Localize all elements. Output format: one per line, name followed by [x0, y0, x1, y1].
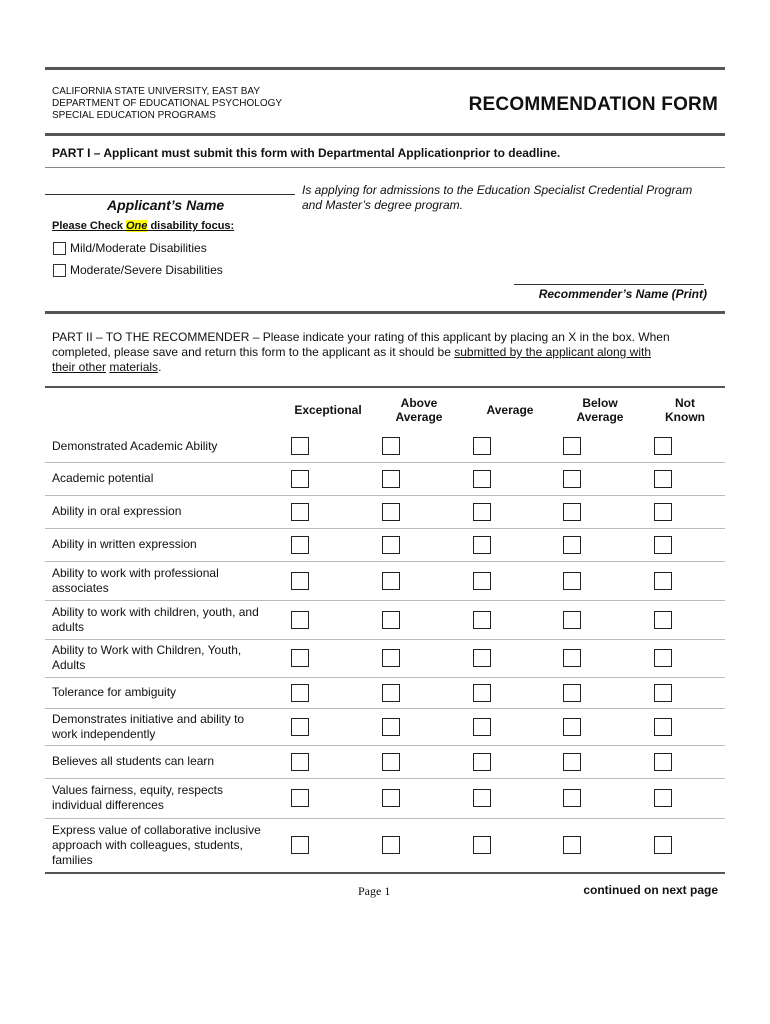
applying-text: [302, 183, 692, 213]
top-rule: [45, 67, 725, 70]
rating-checkbox[interactable]: [563, 789, 581, 807]
rating-checkbox[interactable]: [382, 753, 400, 771]
rating-row-label-line: individual differences: [52, 798, 164, 812]
rating-row-label-line: Ability in written expression: [52, 537, 197, 551]
column-header-line: Average: [395, 410, 443, 424]
rating-checkbox[interactable]: [473, 684, 491, 702]
mild-moderate-checkbox[interactable]: [53, 242, 66, 255]
header-rule: [45, 133, 725, 136]
rating-checkbox[interactable]: [563, 684, 581, 702]
part1-end-rule: [45, 311, 725, 314]
column-header-line: Known: [665, 410, 705, 424]
part2-line-1: PART II – TO THE RECOMMENDER – Please indicate your rating of this applicant by placing an X in the box. When: [52, 330, 670, 344]
rating-row-label: [52, 643, 282, 673]
rating-row-label: [52, 439, 282, 454]
rating-checkbox[interactable]: [291, 437, 309, 455]
rating-checkbox[interactable]: [563, 536, 581, 554]
rating-checkbox[interactable]: [473, 649, 491, 667]
part1-rule: [45, 167, 725, 168]
rating-row-label: [52, 823, 282, 868]
part2-line-3c: materials: [109, 360, 159, 374]
row-divider: [45, 600, 725, 601]
rating-row-label-line: Academic potential: [52, 471, 154, 485]
option-moderate-severe[interactable]: [53, 263, 223, 277]
rating-checkbox[interactable]: [291, 789, 309, 807]
rating-row-label-line: Tolerance for ambiguity: [52, 685, 177, 699]
rating-checkbox[interactable]: [382, 572, 400, 590]
row-divider: [45, 677, 725, 678]
rating-row-label-line: Ability to work with professional: [52, 565, 219, 580]
table-bottom-rule: [45, 872, 725, 874]
page-number: Page 1: [358, 884, 391, 898]
rating-row-label-line: Express value of collaborative inclusive: [52, 822, 261, 837]
column-header-line: Not: [675, 396, 695, 410]
row-divider: [45, 639, 725, 640]
rating-row-label: [52, 566, 282, 596]
rating-row-label-line: Believes all students can learn: [52, 754, 215, 768]
column-header-line: Above: [400, 396, 438, 410]
row-divider: [45, 561, 725, 562]
rating-checkbox[interactable]: [563, 718, 581, 736]
rating-checkbox[interactable]: [654, 611, 672, 629]
recommender-name-label: Recommender’s Name (Print): [538, 287, 707, 301]
column-header: [283, 403, 373, 417]
rating-checkbox[interactable]: [563, 470, 581, 488]
continued-note: continued on next page: [583, 883, 718, 897]
rating-checkbox[interactable]: [654, 789, 672, 807]
rating-checkbox[interactable]: [291, 718, 309, 736]
rating-checkbox[interactable]: [291, 536, 309, 554]
part2-line-2b: submitted by the applicant along with: [454, 345, 652, 359]
rating-checkbox[interactable]: [473, 789, 491, 807]
applying-text-line-2: and Master’s degree program.: [302, 198, 463, 212]
rating-checkbox[interactable]: [291, 684, 309, 702]
rating-row-label-line: Adults: [52, 658, 86, 672]
moderate-severe-label: Moderate/Severe Disabilities: [70, 263, 223, 277]
disability-focus-label: [52, 220, 234, 232]
rating-row-label: [52, 783, 282, 813]
rating-checkbox[interactable]: [382, 470, 400, 488]
rating-checkbox[interactable]: [291, 836, 309, 854]
row-divider: [45, 818, 725, 819]
column-header: [465, 403, 555, 417]
rating-row-label-line: Demonstrated Academic Ability: [52, 438, 218, 453]
part2-line-2a: completed, please save and return this form to the applicant as it should be: [52, 345, 455, 359]
part2-instructions: [52, 330, 722, 375]
rating-row-label: [52, 605, 282, 635]
rating-checkbox[interactable]: [382, 437, 400, 455]
check-prefix: Please Check: [52, 220, 126, 232]
rating-checkbox[interactable]: [382, 836, 400, 854]
institution-block: [52, 86, 282, 122]
rating-checkbox[interactable]: [382, 503, 400, 521]
rating-row-label: [52, 685, 282, 700]
rating-checkbox[interactable]: [563, 836, 581, 854]
rating-checkbox[interactable]: [382, 718, 400, 736]
department-line: DEPARTMENT OF EDUCATIONAL PSYCHOLOGY: [52, 98, 283, 109]
part2-line-3: [52, 360, 722, 375]
rating-checkbox[interactable]: [473, 572, 491, 590]
rating-row-label-line: families: [52, 852, 93, 867]
part2-line-3d: .: [158, 360, 162, 374]
column-header-line: Below: [582, 396, 618, 410]
rating-checkbox[interactable]: [563, 572, 581, 590]
rating-checkbox[interactable]: [291, 503, 309, 521]
rating-row-label-line: Ability to Work with Children, Youth,: [52, 643, 242, 657]
rating-checkbox[interactable]: [473, 611, 491, 629]
part2-line-2: [52, 345, 722, 360]
applicant-name-field[interactable]: [45, 194, 295, 195]
row-divider: [45, 745, 725, 746]
rating-row-label: [52, 537, 282, 552]
rating-checkbox[interactable]: [382, 684, 400, 702]
row-divider: [45, 708, 725, 709]
rating-row-label: [52, 712, 282, 742]
rating-row-label-line: Values fairness, equity, respects: [52, 783, 223, 797]
rating-checkbox[interactable]: [291, 611, 309, 629]
rating-checkbox[interactable]: [382, 789, 400, 807]
rating-row-label-line: Demonstrates initiative and ability to: [52, 711, 245, 726]
rating-checkbox[interactable]: [563, 437, 581, 455]
rating-checkbox[interactable]: [563, 503, 581, 521]
rating-row-label-line: associates: [52, 580, 109, 595]
rating-checkbox[interactable]: [473, 503, 491, 521]
rating-checkbox[interactable]: [654, 572, 672, 590]
rating-checkbox[interactable]: [382, 649, 400, 667]
rating-checkbox[interactable]: [654, 649, 672, 667]
moderate-severe-checkbox[interactable]: [53, 264, 66, 277]
rating-checkbox[interactable]: [563, 611, 581, 629]
rating-checkbox[interactable]: [473, 536, 491, 554]
row-divider: [45, 778, 725, 779]
rating-checkbox[interactable]: [473, 753, 491, 771]
rating-checkbox[interactable]: [654, 437, 672, 455]
rating-checkbox[interactable]: [291, 470, 309, 488]
column-header-line: Average: [486, 403, 534, 417]
rating-checkbox[interactable]: [473, 836, 491, 854]
rating-checkbox[interactable]: [473, 437, 491, 455]
rating-checkbox[interactable]: [563, 649, 581, 667]
applicant-name-label: Applicant’s Name: [107, 197, 225, 213]
option-mild-moderate[interactable]: [53, 241, 207, 255]
form-title: RECOMMENDATION FORM: [468, 94, 718, 115]
row-divider: [45, 495, 725, 496]
rating-checkbox[interactable]: [473, 718, 491, 736]
table-top-rule: [45, 386, 725, 388]
rating-checkbox[interactable]: [291, 649, 309, 667]
row-divider: [45, 462, 725, 463]
part1-heading: PART I – Applicant must submit this form with Departmental Applicationprior to deadline.: [52, 146, 561, 160]
rating-checkbox[interactable]: [654, 718, 672, 736]
column-header: [374, 396, 464, 424]
rating-checkbox[interactable]: [654, 503, 672, 521]
rating-checkbox[interactable]: [473, 470, 491, 488]
institution-line: CALIFORNIA STATE UNIVERSITY, EAST BAY: [52, 86, 261, 97]
rating-row-label: [52, 504, 282, 519]
column-header: [640, 396, 730, 424]
check-suffix: disability focus:: [147, 220, 235, 232]
program-line: SPECIAL EDUCATION PROGRAMS: [52, 110, 216, 121]
column-header: [555, 396, 645, 424]
rating-checkbox[interactable]: [382, 611, 400, 629]
recommender-name-field[interactable]: [514, 284, 704, 285]
column-header-line: Average: [576, 410, 624, 424]
rating-checkbox[interactable]: [654, 470, 672, 488]
rating-row-label-line: approach with colleagues, students,: [52, 837, 243, 852]
row-divider: [45, 528, 725, 529]
rating-checkbox[interactable]: [291, 753, 309, 771]
rating-row-label-line: Ability in oral expression: [52, 504, 182, 518]
rating-row-label-line: Ability to work with children, youth, and: [52, 604, 259, 619]
rating-row-label-line: work independently: [52, 726, 156, 741]
part2-line-3a: their other: [52, 360, 107, 374]
rating-checkbox[interactable]: [382, 536, 400, 554]
rating-checkbox[interactable]: [563, 753, 581, 771]
rating-row-label-line: adults: [52, 619, 85, 634]
rating-checkbox[interactable]: [654, 684, 672, 702]
rating-checkbox[interactable]: [291, 572, 309, 590]
check-highlight: One: [126, 220, 148, 232]
mild-moderate-label: Mild/Moderate Disabilities: [70, 241, 207, 255]
rating-checkbox[interactable]: [654, 536, 672, 554]
applying-text-line-1: Is applying for admissions to the Education Specialist Credential Program: [302, 183, 693, 197]
column-header-line: Exceptional: [294, 403, 362, 417]
rating-checkbox[interactable]: [654, 753, 672, 771]
rating-row-label: [52, 471, 282, 486]
rating-checkbox[interactable]: [654, 836, 672, 854]
rating-row-label: [52, 754, 282, 769]
